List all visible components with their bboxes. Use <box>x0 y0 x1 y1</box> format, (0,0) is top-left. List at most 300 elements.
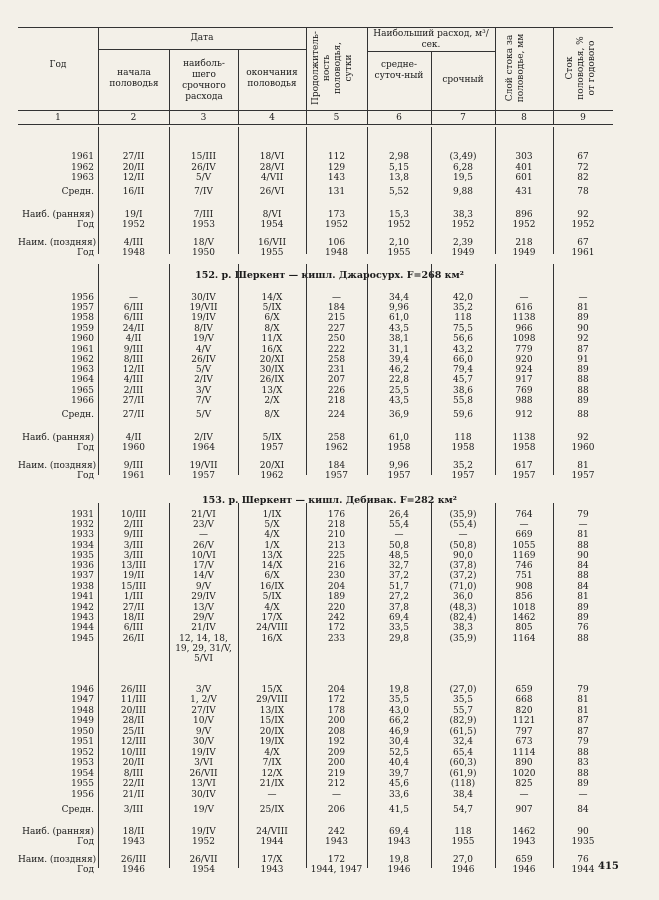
row-label: 1957 <box>71 303 94 313</box>
table-cell: — <box>332 790 341 800</box>
table-cell: (61,5) <box>449 727 477 737</box>
table-cell: 88 <box>577 375 589 385</box>
table-cell: 16/X <box>261 345 283 355</box>
table-cell: 917 <box>515 375 533 385</box>
table-cell: 13/IX <box>259 706 285 716</box>
table-cell: 55,4 <box>388 520 410 530</box>
table-cell: 88 <box>577 386 589 396</box>
table-cell: 55,8 <box>452 396 474 406</box>
table-cell: 3/V <box>195 386 212 396</box>
header-vline <box>495 27 496 124</box>
row-label: 1947 <box>71 695 94 705</box>
table-cell: 18/II <box>122 613 145 623</box>
table-cell: 250 <box>327 334 346 344</box>
table-cell: 33,5 <box>388 623 410 633</box>
table-cell: 1955 <box>387 248 411 258</box>
table-cell: 32,4 <box>452 737 474 747</box>
table-cell: 67 <box>577 152 589 162</box>
row-label: 1959 <box>71 324 94 334</box>
table-cell: 1961 <box>571 248 595 258</box>
table-cell: 76 <box>577 855 589 865</box>
table-cell: (37,8) <box>449 561 477 571</box>
table-cell: 12/II <box>122 173 145 183</box>
table-cell: 66,2 <box>388 716 410 726</box>
table-cell: 912 <box>515 410 533 420</box>
table-cell: 52,5 <box>388 748 410 758</box>
table-cell: 3/III <box>123 805 144 815</box>
table-cell: 5/X <box>264 520 280 530</box>
table-cell: 20/II <box>122 163 145 173</box>
table-cell: 22/II <box>122 779 145 789</box>
table-cell: 81 <box>577 530 589 540</box>
header-max-discharge: Наибольший расход, м³/сек. <box>373 29 489 50</box>
table-cell: 6/III <box>123 303 144 313</box>
table-cell: 797 <box>515 727 533 737</box>
table-cell: 13/V <box>193 603 214 613</box>
table-cell: 21/II <box>122 790 145 800</box>
row-label: 1950 <box>71 727 94 737</box>
table-cell: 13/X <box>261 551 283 561</box>
row-label: 1956 <box>71 790 94 800</box>
table-cell: (82,4) <box>449 613 477 623</box>
table-cell: (82,9) <box>449 716 477 726</box>
table-cell: 1952 <box>512 220 536 230</box>
table-cell: 5,15 <box>388 163 410 173</box>
section-title: 153. р. Шеркент — кишл. Дебивак. F=282 км² <box>202 495 457 506</box>
header-flood-runoff: Сток половодья, % от годового <box>565 36 597 100</box>
row-label: Наим. (поздняя) <box>18 461 97 471</box>
table-cell: 29/VIII <box>256 695 288 705</box>
table-cell: 84 <box>577 561 589 571</box>
table-cell: 1960 <box>122 443 145 453</box>
table-cell: 1954 <box>260 220 284 230</box>
row-label: 1943 <box>71 613 94 623</box>
table-cell: 7/IX <box>262 758 282 768</box>
table-cell: 907 <box>515 805 533 815</box>
table-cell: 69,4 <box>388 613 410 623</box>
table-cell: 218 <box>515 238 533 248</box>
row-label: 1936 <box>71 561 94 571</box>
table-cell: 26,4 <box>388 510 410 520</box>
header-duration: Продолжитель-ность половодья, сутки <box>311 31 354 105</box>
table-cell: 1958 <box>512 443 536 453</box>
table-cell: 1462 <box>512 827 536 837</box>
table-cell: 81 <box>577 706 589 716</box>
table-cell: 242 <box>327 827 346 837</box>
table-cell: 42,0 <box>452 293 474 303</box>
table-cell: 29/IV <box>191 592 216 602</box>
table-cell: 184 <box>327 461 346 471</box>
table-cell: 1948 <box>325 248 348 258</box>
table-cell: 1935 <box>571 837 595 847</box>
page-number: 415 <box>598 861 619 872</box>
table-cell: 1943 <box>260 865 284 875</box>
table-cell: 805 <box>515 623 533 633</box>
table-cell: 1958 <box>387 443 411 453</box>
row-label: 1963 <box>71 365 94 375</box>
table-cell: 8/III <box>123 355 144 365</box>
row-label: 1953 <box>71 758 94 768</box>
table-cell: 215 <box>327 313 346 323</box>
table-cell: 225 <box>327 551 346 561</box>
table-cell: 36,9 <box>388 410 410 420</box>
table-cell: 3/V <box>195 685 212 695</box>
table-cell: 1946 <box>122 865 145 875</box>
table-cell: 9/V <box>195 727 212 737</box>
table-cell: 8/VI <box>262 210 282 220</box>
table-cell: (35,9) <box>449 634 477 644</box>
table-cell: 89 <box>577 779 589 789</box>
table-cell: 1164 <box>512 634 536 644</box>
row-label: 1962 <box>71 163 94 173</box>
table-cell: 17/X <box>261 613 283 623</box>
table-cell: 856 <box>515 592 533 602</box>
table-cell: 200 <box>327 716 346 726</box>
table-cell: 26/III <box>120 685 147 695</box>
table-cell: 45,6 <box>388 779 410 789</box>
table-cell: 1952 <box>451 220 475 230</box>
table-cell: 9,96 <box>388 303 410 313</box>
table-cell: 89 <box>577 603 589 613</box>
table-cell: 118 <box>454 313 472 323</box>
table-cell: 81 <box>577 303 589 313</box>
table-cell: 303 <box>515 152 533 162</box>
table-cell: 24/VIII <box>256 623 288 633</box>
table-cell: 38,1 <box>388 334 410 344</box>
table-cell: 89 <box>577 396 589 406</box>
table-cell: 1946 <box>512 865 536 875</box>
table-cell: 5/IX <box>262 303 282 313</box>
table-cell: 2/X <box>264 396 280 406</box>
table-cell: 4/III <box>123 238 144 248</box>
table-cell: 27/II <box>122 152 145 162</box>
table-cell: 920 <box>515 355 533 365</box>
table-cell: 14/V <box>193 571 214 581</box>
table-cell: 659 <box>515 855 533 865</box>
table-cell: 6,28 <box>452 163 474 173</box>
table-cell: 401 <box>515 163 533 173</box>
table-cell: 209 <box>327 748 346 758</box>
table-cell: 2/III <box>123 520 144 530</box>
table-cell: 81 <box>577 592 589 602</box>
table-cell: 669 <box>515 530 533 540</box>
table-cell: 1952 <box>192 837 215 847</box>
table-cell: (60,3) <box>449 758 477 768</box>
table-cell: 9,88 <box>452 187 474 197</box>
table-cell: (55,4) <box>449 520 477 530</box>
table-cell: — <box>267 790 277 800</box>
table-cell: 172 <box>327 695 346 705</box>
header-urgent: срочный <box>442 75 484 85</box>
table-cell: (61,9) <box>449 769 477 779</box>
row-label: 1934 <box>71 541 94 551</box>
table-cell: 1964 <box>192 443 215 453</box>
table-cell: 61,0 <box>388 433 410 443</box>
table-cell: 30/V <box>193 737 214 747</box>
table-cell: 1962 <box>260 471 284 481</box>
table-cell: 172 <box>327 623 346 633</box>
table-cell: 204 <box>327 685 346 695</box>
row-label: Год <box>77 837 94 847</box>
table-cell: 18/V <box>193 238 214 248</box>
table-cell: 10/VI <box>191 551 216 561</box>
table-cell: 1957 <box>451 471 475 481</box>
table-cell: 12, 14, 18, 19, 29, 31/V, 5/VI <box>175 634 232 664</box>
table-cell: 1944, 1947 <box>310 865 363 875</box>
table-cell: 19,8 <box>388 685 410 695</box>
table-cell: 90 <box>577 324 589 334</box>
table-cell: (3,49) <box>449 152 477 162</box>
table-cell: 27/II <box>122 603 145 613</box>
row-label: 1935 <box>71 551 94 561</box>
table-cell: 1962 <box>325 443 348 453</box>
table-cell: 27,2 <box>388 592 410 602</box>
table-cell: 92 <box>577 433 589 443</box>
table-cell: 29,8 <box>388 634 410 644</box>
table-cell: 118 <box>454 827 472 837</box>
header-end-flood: окончания половодья <box>246 68 298 89</box>
table-cell: 131 <box>327 187 346 197</box>
row-label: 1962 <box>71 355 94 365</box>
table-cell: 192 <box>327 737 346 747</box>
table-cell: 75,5 <box>452 324 474 334</box>
table-cell: 12/II <box>122 365 145 375</box>
table-cell: 220 <box>327 603 346 613</box>
table-cell: 966 <box>515 324 533 334</box>
table-cell: 3/VI <box>194 758 213 768</box>
table-cell: (35,9) <box>449 510 477 520</box>
table-cell: 5/IX <box>262 592 282 602</box>
table-cell: 5,52 <box>388 187 410 197</box>
row-label: 1937 <box>71 571 94 581</box>
table-cell: 87 <box>577 716 589 726</box>
table-cell: 1018 <box>512 603 536 613</box>
table-cell: 2,39 <box>452 238 474 248</box>
row-label: Средн. <box>61 187 94 197</box>
table-cell: 17/X <box>261 855 283 865</box>
table-cell: 20/IX <box>259 727 285 737</box>
table-cell: 69,4 <box>388 827 410 837</box>
table-cell: 10/III <box>120 748 147 758</box>
table-cell: 178 <box>327 706 346 716</box>
table-cell: 19/IV <box>191 827 216 837</box>
table-cell: 896 <box>515 210 533 220</box>
table-cell: 59,6 <box>452 410 474 420</box>
table-cell: 2/IV <box>194 433 213 443</box>
table-cell: 83 <box>577 758 589 768</box>
table-cell: 26/VII <box>189 769 218 779</box>
table-cell: 38,4 <box>452 790 474 800</box>
table-cell: 82 <box>577 173 589 183</box>
table-cell: — <box>519 520 529 530</box>
table-cell: 35,5 <box>452 695 474 705</box>
table-cell: 1169 <box>512 551 536 561</box>
table-cell: 30/IX <box>259 365 285 375</box>
row-label: Наим. (поздняя) <box>18 855 97 865</box>
row-label: Наим. (поздняя) <box>18 238 97 248</box>
table-cell: 33,6 <box>388 790 410 800</box>
table-cell: 216 <box>327 561 346 571</box>
table-cell: 50,8 <box>388 541 410 551</box>
table-cell: 22,8 <box>388 375 410 385</box>
table-cell: 4/II <box>125 334 142 344</box>
table-cell: 19/IV <box>191 748 216 758</box>
table-cell: 56,6 <box>452 334 474 344</box>
row-label: 1956 <box>71 293 94 303</box>
column-number: 9 <box>580 113 586 123</box>
table-cell: 1955 <box>451 837 475 847</box>
table-cell: 72 <box>577 163 589 173</box>
table-cell: 988 <box>515 396 533 406</box>
table-cell: 173 <box>327 210 346 220</box>
table-cell: 5/V <box>195 365 212 375</box>
table-cell: 19/VII <box>189 461 218 471</box>
table-cell: 26/VII <box>189 855 218 865</box>
table-cell: 9/V <box>195 582 212 592</box>
table-cell: 7/V <box>195 396 212 406</box>
table-cell: 6/X <box>264 313 280 323</box>
table-cell: 751 <box>515 571 533 581</box>
table-cell: — <box>394 530 404 540</box>
table-cell: 21/VI <box>191 510 216 520</box>
row-label: 1965 <box>71 386 94 396</box>
table-cell: 233 <box>327 634 346 644</box>
row-label: 1954 <box>71 769 94 779</box>
table-cell: 1055 <box>512 541 536 551</box>
table-cell: 242 <box>327 613 346 623</box>
table-cell: 2,10 <box>388 238 410 248</box>
header-runoff-layer: Слой стока за половодье, мм <box>505 33 526 103</box>
header-vline <box>553 27 554 124</box>
table-cell: 15/X <box>261 685 283 695</box>
row-label: 1949 <box>71 716 94 726</box>
table-cell: (50,8) <box>449 541 477 551</box>
row-label: Год <box>77 471 94 481</box>
row-label: 1938 <box>71 582 94 592</box>
table-cell: 616 <box>515 303 533 313</box>
table-cell: 90 <box>577 827 589 837</box>
table-cell: — <box>519 293 529 303</box>
header-vline <box>367 27 368 124</box>
table-cell: 1952 <box>325 220 348 230</box>
table-cell: 227 <box>327 324 346 334</box>
table-cell: 1961 <box>122 471 145 481</box>
table-cell: 20/II <box>122 758 145 768</box>
table-cell: 764 <box>515 510 533 520</box>
column-number: 4 <box>269 113 275 123</box>
table-cell: 184 <box>327 303 346 313</box>
table-cell: 1952 <box>387 220 411 230</box>
table-cell: 87 <box>577 345 589 355</box>
table-cell: 1944 <box>571 865 595 875</box>
row-label: Год <box>77 248 94 258</box>
table-cell: 27,0 <box>452 855 474 865</box>
table-cell: 13/VI <box>191 779 216 789</box>
table-cell: 19/IV <box>191 313 216 323</box>
header-date: Дата <box>190 33 214 43</box>
table-cell: 659 <box>515 685 533 695</box>
header-start-flood: начала половодья <box>109 68 159 89</box>
table-cell: 210 <box>327 530 346 540</box>
table-cell: 21/IX <box>259 779 285 789</box>
row-label: Год <box>77 865 94 875</box>
table-cell: 825 <box>515 779 533 789</box>
table-cell: 88 <box>577 748 589 758</box>
table-cell: 746 <box>515 561 533 571</box>
table-cell: 200 <box>327 758 346 768</box>
table-cell: 1944 <box>260 837 284 847</box>
table-cell: 43,2 <box>452 345 474 355</box>
table-cell: 11/III <box>120 695 147 705</box>
table-cell: 617 <box>515 461 533 471</box>
table-cell: 37,2 <box>388 571 410 581</box>
table-cell: 3/III <box>123 551 144 561</box>
table-cell: 1114 <box>512 748 536 758</box>
table-cell: 176 <box>327 510 346 520</box>
table-cell: 61,0 <box>388 313 410 323</box>
table-cell: 1943 <box>387 837 411 847</box>
table-cell: 90 <box>577 551 589 561</box>
table-cell: 43,0 <box>388 706 410 716</box>
table-cell: 9/III <box>123 461 144 471</box>
table-cell: 908 <box>515 582 533 592</box>
table-cell: 26/IV <box>191 355 216 365</box>
table-cell: 219 <box>327 769 346 779</box>
table-cell: — <box>458 530 468 540</box>
table-cell: 24/II <box>122 324 145 334</box>
table-cell: 16/VII <box>257 238 287 248</box>
table-cell: 1943 <box>325 837 348 847</box>
table-cell: 1121 <box>512 716 536 726</box>
table-cell: 1958 <box>451 443 475 453</box>
table-cell: 19/VII <box>189 303 218 313</box>
table-cell: 88 <box>577 571 589 581</box>
table-cell: 924 <box>515 365 533 375</box>
table-cell: 1138 <box>512 313 536 323</box>
table-cell: 1946 <box>451 865 475 875</box>
table-cell: 23/V <box>193 520 214 530</box>
table-cell: 35,2 <box>452 461 474 471</box>
table-cell: — <box>578 790 588 800</box>
table-cell: 6/III <box>123 313 144 323</box>
row-label: Наиб. (ранняя) <box>22 827 94 837</box>
table-cell: 601 <box>515 173 533 183</box>
table-cell: 231 <box>327 365 346 375</box>
table-cell: 8/X <box>264 324 280 334</box>
table-cell: 88 <box>577 769 589 779</box>
table-cell: 43,5 <box>388 396 410 406</box>
table-cell: 204 <box>327 582 346 592</box>
table-cell: 7/III <box>193 210 214 220</box>
table-cell: — <box>129 293 138 303</box>
table-cell: 32,7 <box>388 561 410 571</box>
table-cell: 54,7 <box>452 805 474 815</box>
table-cell: 20/XI <box>259 355 285 365</box>
table-cell: 106 <box>327 238 346 248</box>
table-cell: 27/II <box>122 396 145 406</box>
table-cell: 1950 <box>192 248 215 258</box>
table-cell: 6/III <box>123 623 144 633</box>
table-cell: 38,3 <box>452 623 474 633</box>
table-cell: 5/IX <box>262 433 282 443</box>
table-cell: 673 <box>515 737 533 747</box>
table-cell: 12/X <box>261 769 283 779</box>
row-label: 1960 <box>71 334 94 344</box>
table-cell: 79,4 <box>452 365 474 375</box>
row-label: 1958 <box>71 313 94 323</box>
table-cell: 1957 <box>512 471 536 481</box>
table-cell: 19/V <box>193 805 214 815</box>
